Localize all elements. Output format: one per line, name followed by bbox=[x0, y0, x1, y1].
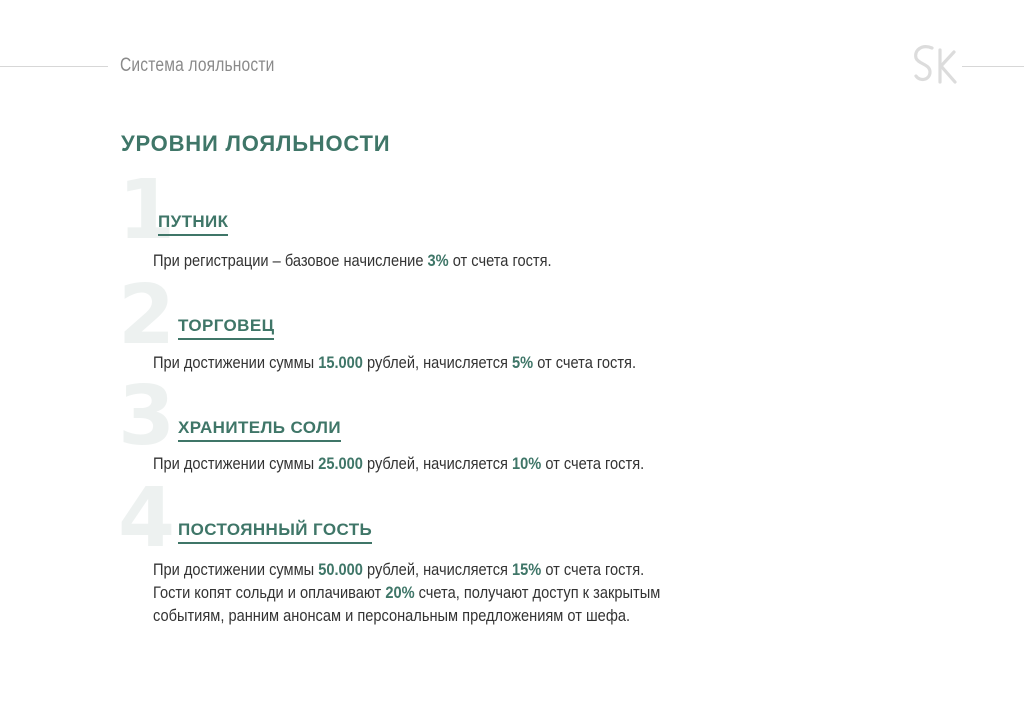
level-description-4 bbox=[153, 558, 660, 627]
highlight-value: 15% bbox=[512, 560, 542, 579]
highlight-value: 15.000 bbox=[318, 353, 363, 372]
highlight-value: 10% bbox=[512, 454, 542, 473]
highlight-value: 20% bbox=[385, 583, 415, 602]
description-text: рублей, начисляется bbox=[362, 353, 513, 372]
description-text: событиям, ранним анонсам и персональным предложениям от шефа. bbox=[153, 606, 631, 625]
description-line bbox=[153, 351, 636, 374]
description-line bbox=[153, 558, 660, 581]
level-name-2: ТОРГОВЕЦ bbox=[178, 316, 274, 340]
level-name-3: ХРАНИТЕЛЬ СОЛИ bbox=[178, 418, 341, 442]
header-divider-left bbox=[0, 66, 108, 67]
highlight-value: 5% bbox=[512, 353, 534, 372]
description-text: Гости копят сольди и оплачивают bbox=[153, 583, 386, 602]
description-line bbox=[153, 249, 552, 272]
level-description-2 bbox=[153, 351, 636, 374]
level-number-4: 4 bbox=[118, 471, 176, 566]
level-name-1: ПУТНИК bbox=[158, 212, 228, 236]
description-text: рублей, начисляется bbox=[362, 560, 513, 579]
description-line bbox=[153, 581, 660, 604]
page-title: УРОВНИ ЛОЯЛЬНОСТИ bbox=[121, 131, 391, 156]
description-text: от счета гостя. bbox=[541, 454, 645, 473]
description-text: При достижении суммы bbox=[153, 560, 319, 579]
description-text: от счета гостя. bbox=[533, 353, 637, 372]
highlight-value: 50.000 bbox=[318, 560, 363, 579]
level-name-4: ПОСТОЯННЫЙ ГОСТЬ bbox=[178, 520, 372, 544]
description-text: рублей, начисляется bbox=[362, 454, 513, 473]
level-number-2: 2 bbox=[118, 268, 176, 363]
description-line bbox=[153, 452, 644, 475]
description-text: от счета гостя. bbox=[448, 251, 552, 270]
highlight-value: 3% bbox=[427, 251, 449, 270]
level-number-1: 1 bbox=[118, 163, 176, 258]
level-description-1 bbox=[153, 249, 552, 272]
level-description-3 bbox=[153, 452, 644, 475]
section-title: Система лояльности bbox=[120, 55, 275, 76]
description-text: При достижении суммы bbox=[153, 454, 319, 473]
highlight-value: 25.000 bbox=[318, 454, 363, 473]
header-divider-right bbox=[962, 66, 1024, 67]
description-text: счета, получают доступ к закрытым bbox=[414, 583, 661, 602]
description-text: от счета гостя. bbox=[541, 560, 645, 579]
monogram-sk-icon bbox=[910, 42, 960, 86]
level-number-3: 3 bbox=[118, 369, 176, 464]
description-text: При достижении суммы bbox=[153, 353, 319, 372]
description-line bbox=[153, 604, 660, 627]
description-text: При регистрации – базовое начисление bbox=[153, 251, 428, 270]
